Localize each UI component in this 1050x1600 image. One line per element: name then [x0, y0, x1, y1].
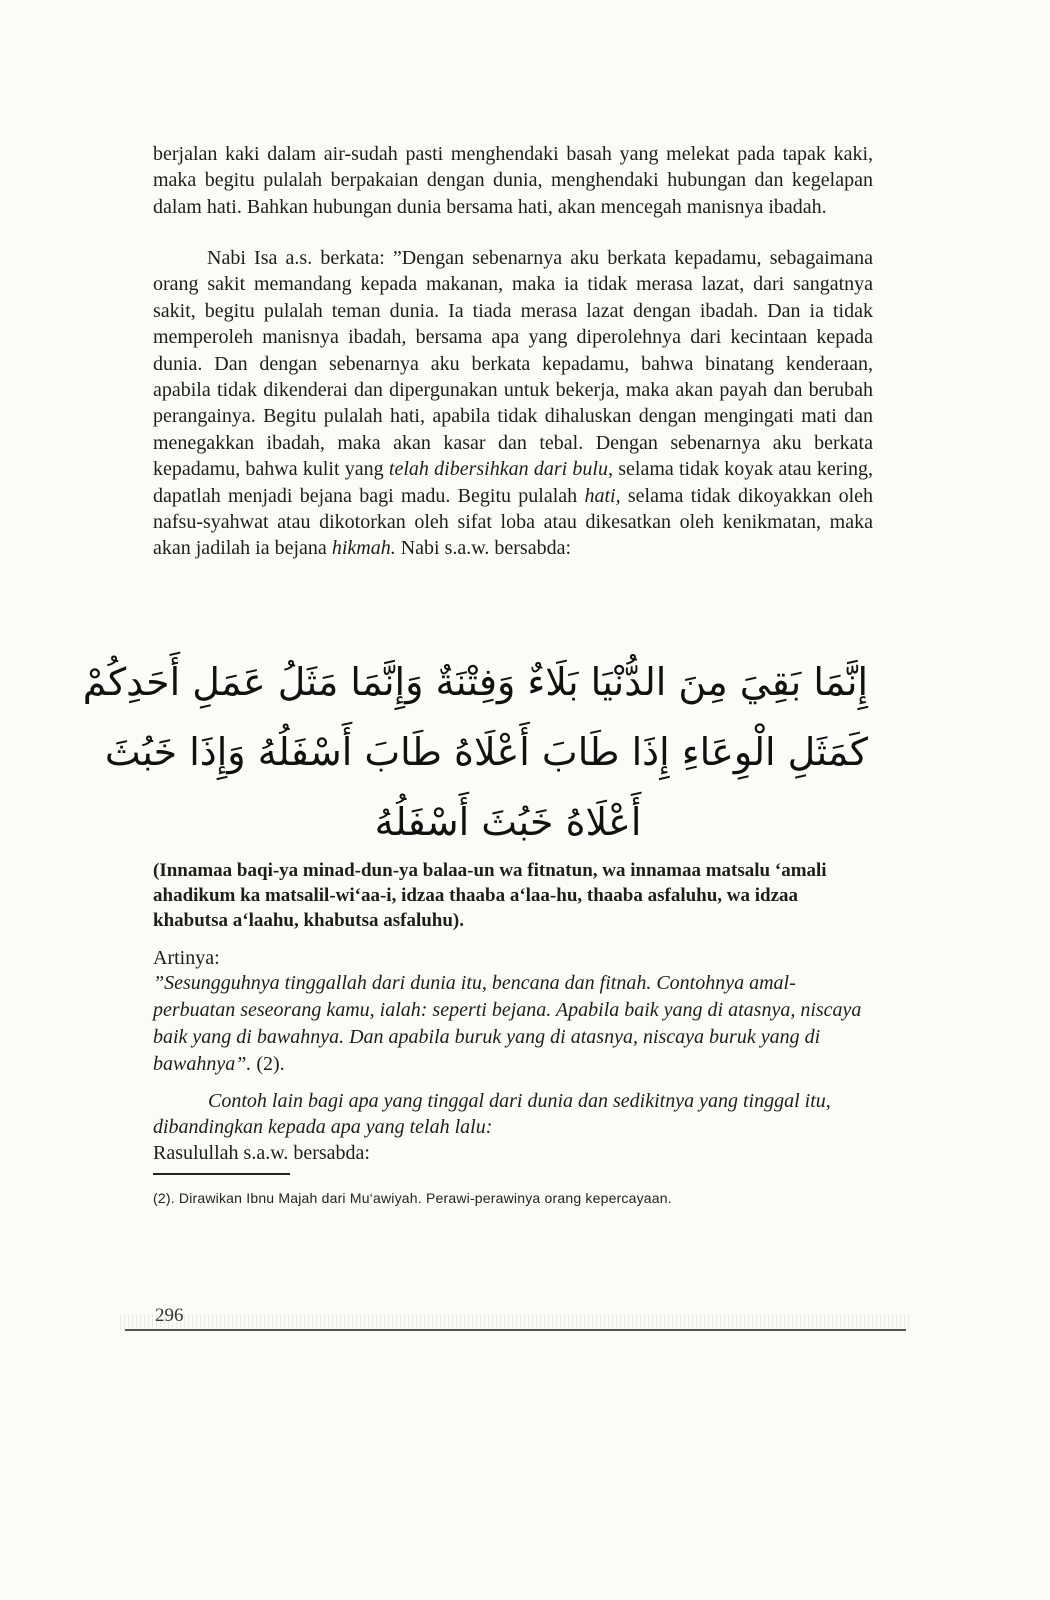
- artinya-label: Artinya:: [153, 947, 220, 969]
- artinya-translation-text: ”Sesungguhnya tinggallah dari dunia itu, bencana dan fitnah. Contohnya amal-perbuatan seseorang kamu, ialah: seperti bejana. Apabila baik yang di atasnya, niscaya baik yang di bawahnya. Dan apabila buruk yang di atasnya, niscaya buruk yang di bawahnya”.: [153, 972, 862, 1075]
- paragraph-2-italic-b: hati,: [584, 484, 621, 507]
- footnote-reference: (2).: [256, 1053, 285, 1075]
- rasulullah-line: Rasulullah s.a.w. bersabda:: [153, 1142, 370, 1164]
- bottom-rule: [125, 1329, 906, 1331]
- footnote: (2). Dirawikan Ibnu Majah dari Mu‘awiyah. Perawi-perawinya orang kepercayaan.: [153, 1190, 672, 1206]
- scan-noise: [120, 1314, 910, 1330]
- arabic-hadith-line-1: إِنَّمَا بَقِيَ مِنَ الدُّنْيَا بَلَاءٌ وَفِتْنَةٌ وَإِنَّمَا مَثَلُ عَمَلِ أَحَدِكُمْ: [82, 660, 868, 704]
- paragraph-2-italic-c: hikmah.: [331, 537, 396, 560]
- page-number: 296: [155, 1305, 184, 1326]
- arabic-hadith-line-2: كَمَثَلِ الْوِعَاءِ إِذَا طَابَ أَعْلَاهُ طَابَ أَسْفَلُهُ وَإِذَا خَبُثَ: [104, 730, 868, 774]
- transliteration: (Innamaa baqi-ya minad-dun-ya balaa-un wa fitnatun, wa innamaa matsalu ‘amali ahadikum ka matsalil-wi‘aa-i, idzaa thaaba a‘laa-hu, thaaba asfaluhu, wa idzaa khabutsa a‘laahu, khabutsa asfaluhu).: [153, 860, 827, 931]
- footnote-divider: [153, 1173, 290, 1175]
- paragraph-2-text-d: Nabi s.a.w. bersabda:: [400, 537, 572, 560]
- paragraph-2-text-b: selama tidak koyak atau kering, dapatlah menjadi bejana bagi madu. Begitu pulalah: [153, 458, 874, 507]
- paragraph-2-italic-a: telah dibersihkan dari bulu,: [388, 458, 613, 481]
- arabic-hadith-line-3: أَعْلَاهُ خَبُثَ أَسْفَلُهُ: [374, 800, 642, 844]
- paragraph-1: berjalan kaki dalam air-sudah pasti menghendaki basah yang melekat pada tapak kaki, maka begitu pulalah berpakaian dengan dunia, menghendaki hubungan dan kegelapan dalam hati. Bahkan hubungan dunia bersama hati, akan mencegah manisnya ibadah.: [153, 143, 873, 218]
- contoh-paragraph: Contoh lain bagi apa yang tinggal dari dunia dan sedikitnya yang tinggal itu, dibandingkan kepada apa yang telah lalu:: [153, 1090, 831, 1138]
- paragraph-2-text-a: Nabi Isa a.s. berkata: ”Dengan sebenarnya aku berkata kepadamu, sebagaimana orang sakit memandang kepada makanan, maka ia tidak merasa lazat, dari sangatnya sakit, begitu pulalah teman dunia. Ia tiada merasa lazat dengan ibadah. Dan ia tidak memperoleh manisnya ibadah, bersama apa yang diperolehnya dari kecintaan kepada dunia. Dan dengan sebenarnya aku berkata kepadamu, bahwa binatang kenderaan, apabila tidak dikenderai dan dipergunakan untuk bekerja, maka akan payah dan berubah perangainya. Begitu pulalah hati, apabila tidak dihaluskan dengan mengingati mati dan menegakkan ibadah, maka akan kasar dan tebal. Dengan sebenarnya aku berkata kepadamu, bahwa kulit yang: [153, 247, 873, 481]
- paragraph-2-text-c: selama tidak dikoyakkan oleh nafsu-syahwat atau dikotorkan oleh sifat loba atau dikesatkan oleh kenikmatan, maka akan jadilah ia bejana: [153, 484, 874, 560]
- paragraph-2: [153, 245, 873, 562]
- artinya-translation: [153, 970, 873, 1078]
